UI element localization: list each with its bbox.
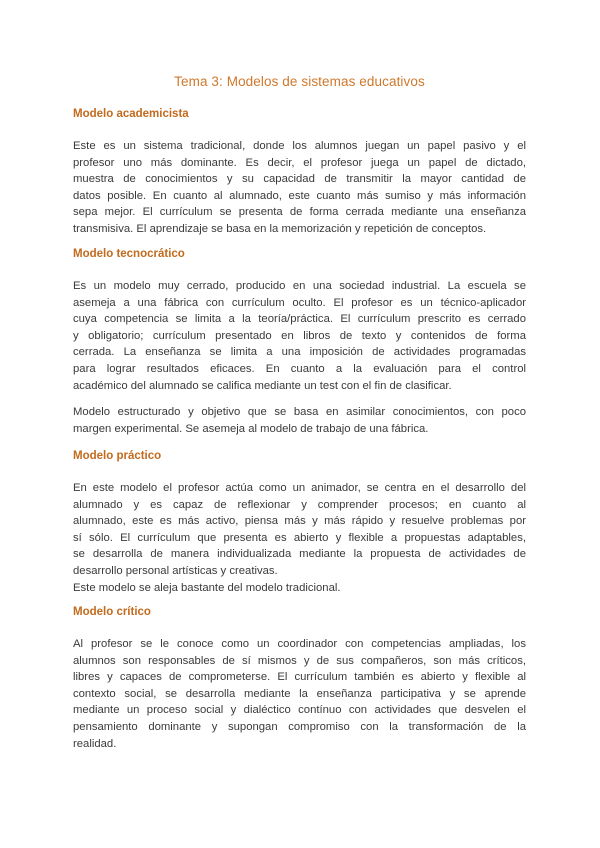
paragraph-line: profesor uno más dominante. Es decir, el profesor juega un papel de dictado, — [73, 156, 526, 169]
paragraph-line: alumnado, este es más activo, piensa más y más rápido y resuelve problemas por — [73, 515, 526, 528]
paragraph-line: contexto social, se desarrolla mediante la enseñanza participativa y se aprende — [73, 687, 526, 700]
paragraph-line: académico del alumnado se califica mediante un test con el fin de clasificar. — [73, 379, 452, 392]
paragraph-line: En este modelo el profesor actúa como un animador, se centra en el desarrollo del — [73, 482, 526, 494]
paragraph-line: muestra de conocimientos y su capacidad de transmitir la mayor cantidad de — [73, 173, 526, 186]
paragraph-line: Modelo estructurado y objetivo que se basa en asimilar conocimientos, con poco — [73, 406, 526, 418]
paragraph-line: pensamiento dominante y supongan compromiso con la transformación de la — [73, 720, 526, 733]
paragraph-line: margen experimental. Se asemeja al modelo de trabajo de una fábrica. — [73, 422, 429, 435]
paragraph-practico — [73, 480, 526, 596]
paragraph-line: Al profesor se le conoce como un coordinador con competencias ampliadas, los — [73, 638, 526, 650]
section-heading-practico: Modelo práctico — [73, 450, 162, 462]
paragraph-line: para lograr resultados eficaces. En cuanto a la evaluación para el control — [73, 362, 526, 375]
paragraph-line: libres y capaces de comprometerse. El currículum también es abierto y flexible al — [73, 671, 526, 684]
paragraph-line: sí sólo. El currículum que presenta es abierto y flexible a propuestas adaptables, — [73, 531, 526, 544]
paragraph-line: cuya competencia se limita a la teoría/práctica. El currículum prescrito es cerrado — [73, 313, 526, 326]
paragraph-line: asemeja a una fábrica con currículum oculto. El profesor es un técnico-aplicador — [73, 296, 526, 309]
paragraph-line: Este es un sistema tradicional, donde los alumnos juegan un papel pasivo y el — [73, 140, 526, 152]
section-heading-academicista: Modelo academicista — [73, 108, 189, 120]
paragraph-line: se desarrolla de manera individualizada mediante la propuesta de actividades de — [73, 548, 526, 561]
paragraph-tecnocratico-2 — [73, 404, 526, 437]
document-title: Tema 3: Modelos de sistemas educativos — [174, 74, 425, 89]
paragraph-line: cerrada. La enseñanza se limita a una imposición de actividades programadas — [73, 346, 526, 359]
paragraph-line: realidad. — [73, 737, 117, 750]
paragraph-line: transmisiva. El aprendizaje se basa en la memorización y repetición de conceptos. — [73, 222, 487, 235]
paragraph-line: alumnado y es capaz de reflexionar y comprender procesos; en cuanto al — [73, 498, 526, 511]
paragraph-line: datos posible. En cuanto al alumnado, este cuanto más sumiso y más información — [73, 189, 526, 202]
section-heading-tecnocratico: Modelo tecnocrático — [73, 248, 185, 260]
paragraph-line: mediante un proceso social y dialéctico contínuo con actividades que desvelen el — [73, 704, 526, 717]
paragraph-line: Este modelo se aleja bastante del modelo tradicional. — [73, 581, 341, 594]
section-heading-critico: Modelo crítico — [73, 606, 151, 618]
paragraph-critico — [73, 636, 526, 752]
paragraph-line: desarrollo personal artísticas y creativas. — [73, 564, 278, 577]
paragraph-academicista — [73, 138, 526, 238]
paragraph-line: y obligatorio; currículum presentado en libros de texto y contenidos de forma — [73, 329, 526, 342]
paragraph-tecnocratico-1 — [73, 278, 526, 394]
paragraph-line: sepa mejor. El currículum se presenta de forma cerrada mediante una enseñanza — [73, 206, 526, 219]
paragraph-line: alumnos son responsables de sí mismos y de sus compañeros, son más críticos, — [73, 654, 526, 667]
paragraph-line: Es un modelo muy cerrado, producido en una sociedad industrial. La escuela se — [73, 280, 526, 292]
